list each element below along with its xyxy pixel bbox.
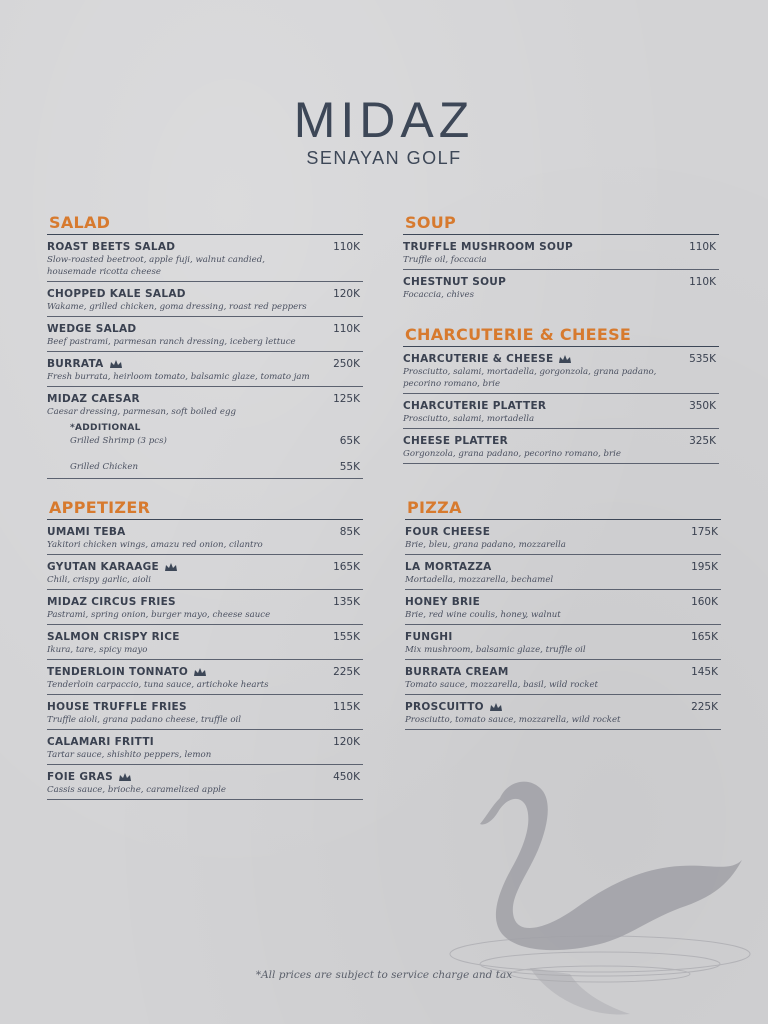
menu-item (47, 695, 363, 730)
item-name-row (47, 357, 363, 371)
item-desc: Focaccia, chives (403, 290, 475, 300)
item-name-row (47, 560, 363, 574)
item-name: GYUTAN KARAAGE (47, 561, 160, 573)
item-price: 155K (333, 631, 360, 643)
menu-item (47, 282, 363, 317)
item-price: 160K (691, 596, 718, 608)
item-name: LA MORTAZZA (405, 561, 492, 573)
item-name: HOUSE TRUFFLE FRIES (47, 701, 187, 713)
item-price: 165K (333, 561, 360, 573)
item-desc: Cassis sauce, brioche, caramelized apple (47, 785, 226, 795)
item-price: 115K (333, 701, 360, 713)
item-desc: Gorgonzola, grana padano, pecorino romano, brie (403, 449, 621, 459)
menu-item (47, 765, 363, 800)
menu-item (403, 270, 719, 304)
item-desc: Beef pastrami, parmesan ranch dressing, iceberg lettuce (47, 337, 296, 347)
menu-item (47, 730, 363, 765)
item-price: 175K (691, 526, 718, 538)
item-name: MIDAZ CAESAR (47, 393, 140, 405)
item-desc: Prosciutto, salami, mortadella (403, 414, 535, 424)
menu-item (47, 235, 363, 282)
item-desc: Truffle aioli, grana padano cheese, truffle oil (47, 715, 242, 725)
additional-option (47, 460, 363, 474)
menu-item (405, 590, 721, 625)
crown-icon (119, 773, 131, 782)
menu-item (47, 555, 363, 590)
option-name: Grilled Chicken (70, 462, 139, 472)
brand-header (0, 92, 768, 169)
item-desc: Prosciutto, salami, mortadella, gorgonzola, grana padano, pecorino romano, brie (403, 367, 657, 389)
item-price: 535K (689, 353, 716, 365)
option-name: Grilled Shrimp (3 pcs) (70, 436, 167, 446)
item-desc: Wakame, grilled chicken, goma dressing, roast red peppers (47, 302, 307, 312)
item-price: 110K (689, 276, 716, 288)
item-desc: Brie, red wine coulis, honey, walnut (405, 610, 561, 620)
item-name: FOIE GRAS (47, 771, 113, 783)
menu-item (47, 520, 363, 555)
option-price: 55K (339, 461, 360, 473)
item-price: 225K (691, 701, 718, 713)
item-price: 195K (691, 561, 718, 573)
item-price: 350K (689, 400, 716, 412)
item-name: WEDGE SALAD (47, 323, 137, 335)
item-name: SALMON CRISPY RICE (47, 631, 180, 643)
crown-icon (165, 563, 177, 572)
additional-label: *ADDITIONAL (70, 423, 141, 433)
item-name-row (405, 700, 721, 714)
item-price: 225K (333, 666, 360, 678)
item-price: 125K (333, 393, 360, 405)
item-name: ROAST BEETS SALAD (47, 241, 176, 253)
item-name: CHARCUTERIE & CHEESE (403, 353, 554, 365)
item-desc: Mortadella, mozzarella, bechamel (405, 575, 554, 585)
swan-illustration (380, 768, 768, 1024)
item-desc: Tenderloin carpaccio, tuna sauce, artichoke hearts (47, 680, 269, 690)
menu-item (405, 625, 721, 660)
item-name: BURRATA CREAM (405, 666, 509, 678)
section-appetizer (47, 497, 363, 800)
section-title: APPETIZER (47, 497, 363, 520)
item-price: 110K (333, 241, 360, 253)
menu-item (405, 695, 721, 730)
option-price: 65K (339, 435, 360, 447)
item-name-row (403, 352, 719, 366)
item-desc: Ikura, tare, spicy mayo (47, 645, 148, 655)
item-price: 250K (333, 358, 360, 370)
item-name: MIDAZ CIRCUS FRIES (47, 596, 176, 608)
item-desc: Pastrami, spring onion, burger mayo, cheese sauce (47, 610, 271, 620)
menu-item (47, 387, 363, 421)
menu-item (403, 235, 719, 270)
item-name-row (47, 665, 363, 679)
footer-note: *All prices are subject to service charge and tax (255, 969, 513, 981)
item-desc: Prosciutto, tomato sauce, mozzarella, wild rocket (405, 715, 621, 725)
menu-item (405, 520, 721, 555)
item-price: 120K (333, 736, 360, 748)
item-price: 145K (691, 666, 718, 678)
item-name: CHESTNUT SOUP (403, 276, 507, 288)
item-name: CALAMARI FRITTI (47, 736, 155, 748)
menu-item (47, 352, 363, 387)
item-name: CHARCUTERIE PLATTER (403, 400, 547, 412)
item-desc: Truffle oil, foccacia (403, 255, 487, 265)
item-name: PROSCUITTO (405, 701, 484, 713)
item-desc: Brie, bleu, grana padano, mozzarella (405, 540, 566, 550)
menu-item (403, 394, 719, 429)
crown-icon (110, 360, 122, 369)
item-name: TENDERLOIN TONNATO (47, 666, 189, 678)
item-name: UMAMI TEBA (47, 526, 126, 538)
item-price: 110K (689, 241, 716, 253)
menu-item (405, 555, 721, 590)
additional-block (47, 422, 363, 479)
item-name-row (47, 770, 363, 784)
item-desc: Yakitori chicken wings, amazu red onion, cilantro (47, 540, 263, 550)
item-price: 325K (689, 435, 716, 447)
item-price: 450K (333, 771, 360, 783)
item-price: 85K (339, 526, 360, 538)
section-title: CHARCUTERIE & CHEESE (403, 324, 719, 347)
brand-logo: MIDAZ (293, 92, 475, 148)
crown-icon (194, 668, 206, 677)
item-price: 135K (333, 596, 360, 608)
section-pizza (405, 497, 721, 730)
menu-item (47, 590, 363, 625)
item-price: 110K (333, 323, 360, 335)
item-desc: Chili, crispy garlic, aioli (47, 575, 152, 585)
brand-subtitle: SENAYAN GOLF (306, 148, 462, 168)
item-name: TRUFFLE MUSHROOM SOUP (403, 241, 574, 253)
item-desc: Fresh burrata, heirloom tomato, balsamic glaze, tomato jam (47, 372, 310, 382)
section-title: SOUP (403, 212, 719, 235)
item-price: 165K (691, 631, 718, 643)
item-name: CHOPPED KALE SALAD (47, 288, 186, 300)
item-name: CHEESE PLATTER (403, 435, 508, 447)
item-desc: Caesar dressing, parmesan, soft boiled egg (47, 407, 236, 417)
section-soup (403, 212, 719, 304)
crown-icon (559, 355, 571, 364)
section-charcuterie (403, 324, 719, 464)
item-desc: Mix mushroom, balsamic glaze, truffle oil (405, 645, 586, 655)
menu-item (47, 625, 363, 660)
menu-item (403, 429, 719, 464)
item-price: 120K (333, 288, 360, 300)
item-name: FUNGHI (405, 631, 453, 643)
crown-icon (490, 703, 502, 712)
menu-item (403, 347, 719, 394)
menu-item (47, 317, 363, 352)
item-desc: Slow-roasted beetroot, apple fuji, walnut candied, housemade ricotta cheese (47, 255, 265, 277)
item-desc: Tomato sauce, mozzarella, basil, wild rocket (405, 680, 599, 690)
menu-item (47, 660, 363, 695)
item-name: FOUR CHEESE (405, 526, 491, 538)
item-desc: Tartar sauce, shishito peppers, lemon (47, 750, 212, 760)
section-salad (47, 212, 363, 479)
section-title: SALAD (47, 212, 363, 235)
item-name: HONEY BRIE (405, 596, 481, 608)
item-name: BURRATA (47, 358, 104, 370)
additional-option (47, 434, 363, 448)
menu-item (405, 660, 721, 695)
section-title: PIZZA (405, 497, 721, 520)
